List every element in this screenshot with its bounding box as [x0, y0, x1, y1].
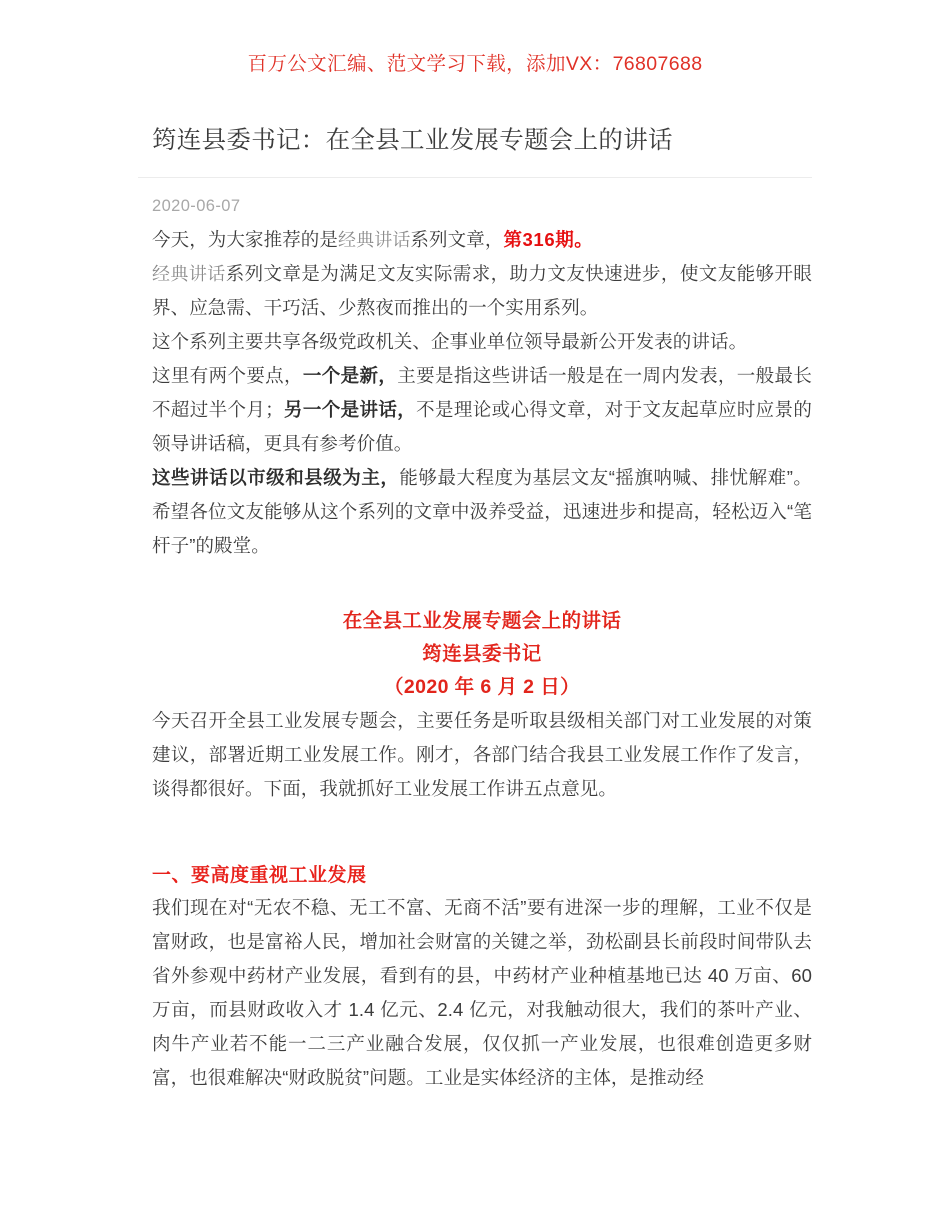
- intro-p4-emphasis-1: 一个是新，: [302, 364, 398, 386]
- section-1-paragraph: 我们现在对“无农不稳、无工不富、无商不活”要有进深一步的理解，工业不仅是富财政，也是富裕人民，增加社会财富的关键之举，劲松副县长前段时间带队去省外参观中药材产业发展，看到有的县，中药材产业种植基地已达 40 万亩、60 万亩，而县财政收入才 1.4 亿元、2.4 亿元，对我触动很大，我们的茶叶产业、肉牛产业若不能一二三产业融合发展，仅仅抓一产业发展，也很难创造更多财富，也很难解决“财政脱贫”问题。工业是实体经济的主体，是推动经: [152, 896, 812, 1088]
- intro-line-1: [152, 223, 812, 257]
- promo-banner: 百万公文汇编、范文学习下载，添加VX：76807688: [247, 53, 703, 75]
- intro-p4-e: 不是理论或心得文章，对于文友起草应时应景的领导讲话稿，更具有参考价值。: [152, 398, 813, 454]
- intro-paragraph-5: [152, 461, 812, 563]
- speech-heading-block: [152, 605, 812, 704]
- issue-number-badge: 第316期。: [503, 228, 594, 250]
- speech-title: 在全县工业发展专题会上的讲话: [342, 609, 622, 632]
- series-name-inline-1: 经典讲话: [338, 229, 411, 250]
- section-heading-1: 一、要高度重视工业发展: [152, 864, 367, 886]
- intro-text-a: 今天，为大家推荐的是: [152, 228, 339, 250]
- intro-p5-text: 能够最大程度为基层文友“摇旗呐喊、排忧解难”。希望各位文友能够从这个系列的文章中汲养受益，迅速进步和提高，轻松迈入“笔杆子”的殿堂。: [152, 466, 812, 556]
- intro-paragraph-4: [152, 359, 812, 461]
- speech-author: 筠连县委书记: [422, 642, 542, 665]
- intro-p4-emphasis-2: 另一个是讲话，: [283, 398, 417, 420]
- speech-opening-paragraph: 今天召开全县工业发展专题会，主要任务是听取县级相关部门对工业发展的对策建议，部署近期工业发展工作。刚才，各部门结合我县工业发展工作作了发言，谈得都很好。下面，我就抓好工业发展工作讲五点意见。: [152, 709, 812, 799]
- intro-p5-emphasis: 这些讲话以市级和县级为主，: [152, 466, 400, 488]
- speech-date: （2020 年 6 月 2 日）: [383, 675, 581, 698]
- intro-p4-a: 这里有两个要点，: [152, 364, 303, 386]
- intro-text-c: 系列文章，: [410, 228, 504, 250]
- page-title: 筠连县委书记：在全县工业发展专题会上的讲话: [152, 127, 673, 155]
- intro-paragraph-3: 这个系列主要共享各级党政机关、企事业单位领导最新公开发表的讲话。: [152, 330, 748, 352]
- article-body: [0, 223, 950, 1095]
- intro-paragraph-2-text: 系列文章是为满足文友实际需求，助力文友快速进步，使文友能够开眼界、应急需、干巧活、少熬夜而推出的一个实用系列。: [152, 262, 812, 318]
- intro-p4-c: 主要是指这些讲话一般是在一周内发表，一般最长不超过半个月；: [152, 364, 812, 420]
- publish-date: 2020-06-07: [152, 197, 241, 216]
- intro-paragraph-2: [152, 257, 812, 325]
- series-name-inline-2: 经典讲话: [152, 263, 226, 284]
